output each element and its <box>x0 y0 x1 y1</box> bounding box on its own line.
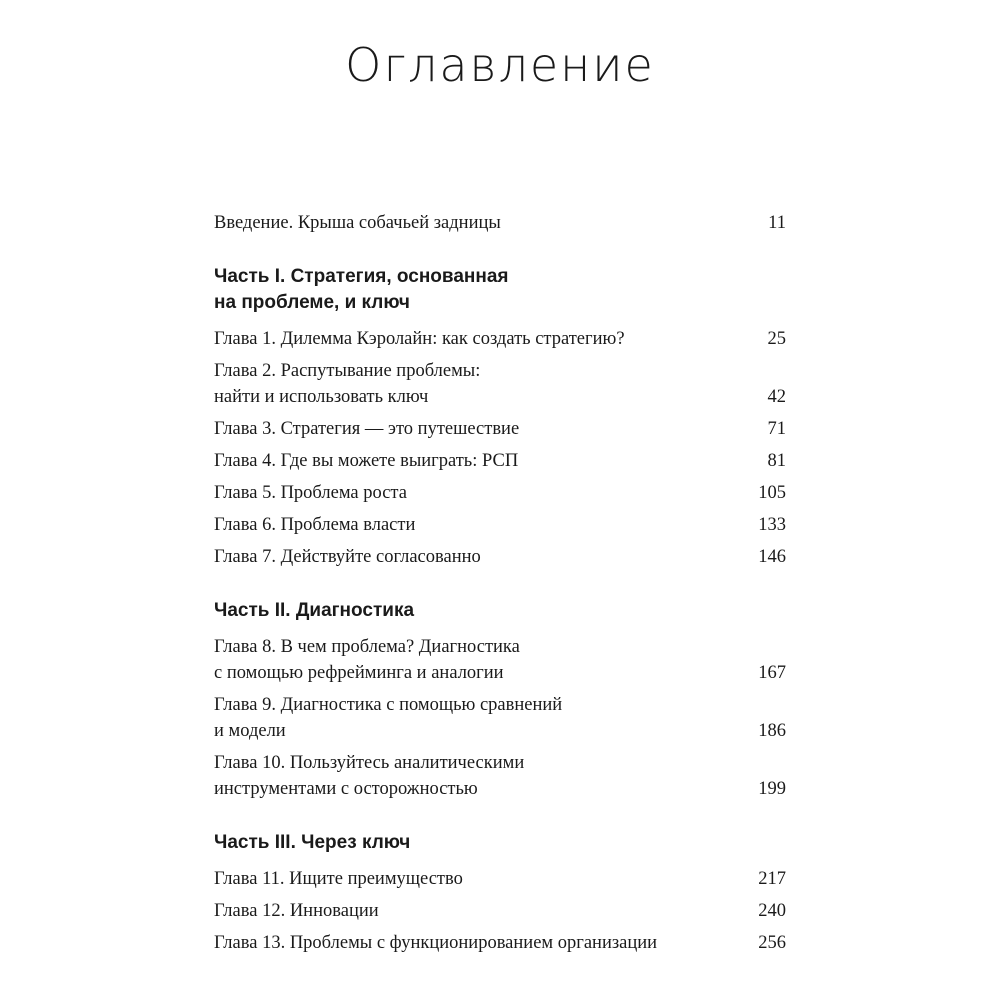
toc-entry-chapter-7[interactable] <box>214 544 786 570</box>
toc-entry-chapter-10[interactable] <box>214 750 786 802</box>
entry-title: Введение. Крыша собачьей задницы <box>214 213 501 233</box>
toc-entry-intro[interactable] <box>214 210 786 236</box>
toc-entry-chapter-9[interactable] <box>214 692 786 744</box>
toc-entry-chapter-5[interactable] <box>214 480 786 506</box>
page-title: Оглавление <box>345 38 655 92</box>
entry-title: Глава 12. Инновации <box>214 901 379 921</box>
entry-title: Глава 1. Дилемма Кэролайн: как создать стратегию? <box>214 329 625 349</box>
toc-entry-chapter-2[interactable] <box>214 358 786 410</box>
entry-page-number: 240 <box>758 901 786 921</box>
toc-entry-chapter-8[interactable] <box>214 634 786 686</box>
entry-page-number: 81 <box>767 451 786 471</box>
entry-title: Глава 13. Проблемы с функционированием организации <box>214 933 658 953</box>
entry-page-number: 71 <box>767 419 786 439</box>
entry-page-number: 217 <box>758 869 786 889</box>
entry-page-number: 167 <box>758 663 786 683</box>
entry-title: Глава 5. Проблема роста <box>214 483 407 503</box>
part-heading-1: Часть I. Стратегия, основанная на проблеме, и ключ <box>214 266 509 313</box>
toc-entry-chapter-4[interactable] <box>214 448 786 474</box>
entry-page-number: 146 <box>758 547 786 567</box>
entry-page-number: 186 <box>758 721 786 741</box>
entry-page-number: 11 <box>768 213 786 233</box>
entry-title: Глава 10. Пользуйтесь аналитическими инструментами с осторожностью <box>214 753 525 799</box>
entry-title: Глава 4. Где вы можете выиграть: РСП <box>214 451 519 471</box>
entry-page-number: 105 <box>758 483 786 503</box>
part-heading-2: Часть II. Диагностика <box>214 600 415 621</box>
entry-page-number: 133 <box>758 515 786 535</box>
entry-title: Глава 3. Стратегия — это путешествие <box>214 419 520 439</box>
entry-title: Глава 7. Действуйте согласованно <box>214 547 481 567</box>
entry-page-number: 199 <box>758 779 786 799</box>
entry-title: Глава 9. Диагностика с помощью сравнений и модели <box>214 695 563 741</box>
entry-title: Глава 8. В чем проблема? Диагностика с помощью рефрейминга и аналогии <box>214 637 520 683</box>
toc-entry-chapter-3[interactable] <box>214 416 786 442</box>
toc-entry-chapter-1[interactable] <box>214 326 786 352</box>
part-heading-3: Часть III. Через ключ <box>214 832 411 853</box>
table-of-contents <box>214 210 786 962</box>
toc-entry-chapter-13[interactable] <box>214 930 786 956</box>
entry-page-number: 25 <box>767 329 786 349</box>
entry-title: Глава 2. Распутывание проблемы: найти и использовать ключ <box>214 361 481 407</box>
toc-entry-chapter-12[interactable] <box>214 898 786 924</box>
entry-page-number: 42 <box>767 387 786 407</box>
entry-page-number: 256 <box>758 933 786 953</box>
entry-title: Глава 11. Ищите преимущество <box>214 869 463 889</box>
toc-entry-chapter-11[interactable] <box>214 866 786 892</box>
toc-entry-chapter-6[interactable] <box>214 512 786 538</box>
entry-title: Глава 6. Проблема власти <box>214 515 416 535</box>
